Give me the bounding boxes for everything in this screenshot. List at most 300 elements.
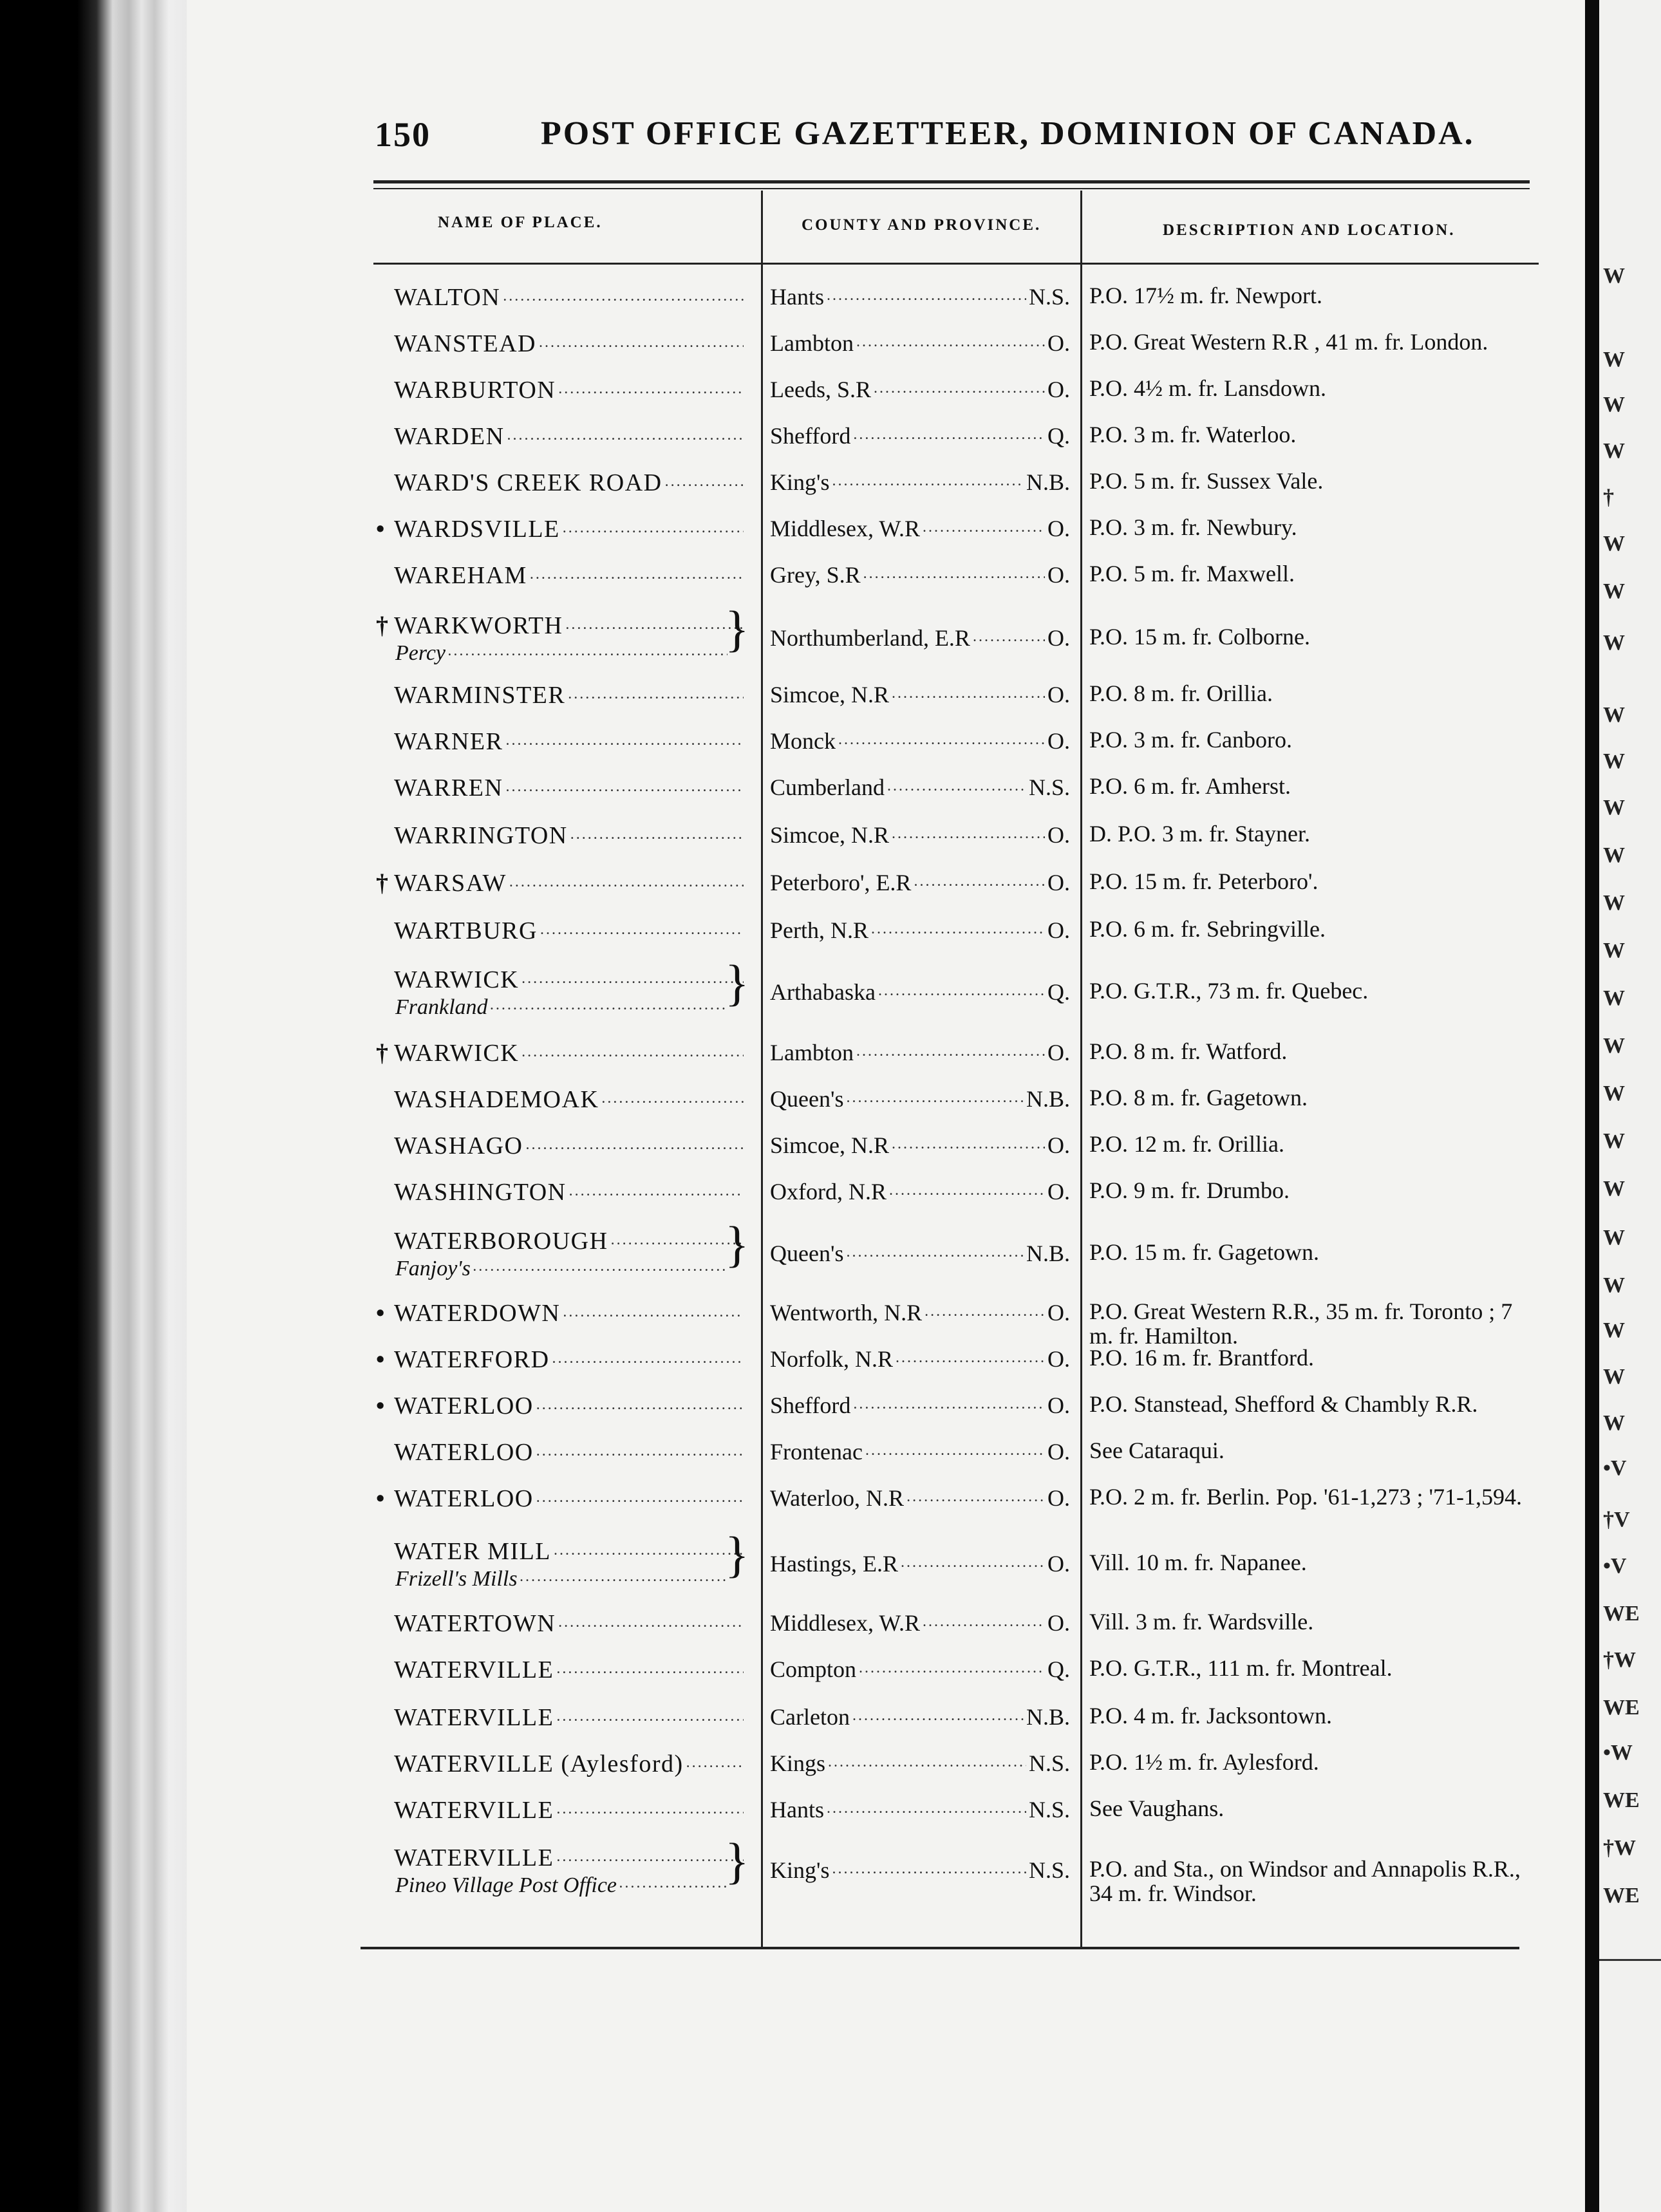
adjacent-page-fragment: †W xyxy=(1603,1648,1636,1672)
place-name-cell xyxy=(376,1132,746,1160)
description-cell: P.O. 4½ m. fr. Lansdown. xyxy=(1089,375,1326,401)
place-name-cell xyxy=(376,1844,746,1872)
leader-dots xyxy=(565,612,744,633)
place-subname: Frizell's Mills xyxy=(395,1566,518,1591)
place-name-cell xyxy=(376,1750,746,1778)
province: N.B. xyxy=(1026,469,1070,495)
leader-dots xyxy=(906,1485,1045,1506)
leader-dots xyxy=(828,1750,1026,1771)
description-cell: P.O. 6 m. fr. Sebringville. xyxy=(1089,916,1326,942)
leader-dots xyxy=(827,284,1026,305)
leader-dots xyxy=(570,821,744,843)
place-name-cell xyxy=(376,1178,746,1206)
place-name-label xyxy=(376,422,505,451)
adjacent-page-fragment: † xyxy=(1603,485,1614,509)
place-subname: Frankland xyxy=(395,995,488,1019)
page-number: 150 xyxy=(375,115,431,154)
place-name-cell xyxy=(376,1537,746,1566)
leader-dots xyxy=(887,774,1026,795)
place-subname: Percy xyxy=(395,641,446,665)
leader-dots xyxy=(973,625,1045,646)
leader-dots xyxy=(556,1656,744,1678)
county-cell xyxy=(770,1085,1070,1112)
leader-dots xyxy=(503,283,744,305)
place-name-cell xyxy=(376,330,746,358)
place-name-cell xyxy=(376,681,746,709)
place-name: WARRINGTON xyxy=(394,822,568,850)
leader-dots xyxy=(540,917,744,939)
leader-dots xyxy=(827,1797,1026,1817)
table-bottom-rule xyxy=(361,1947,1519,1949)
adjacent-page-fragment: W xyxy=(1603,939,1625,962)
description-cell: P.O. 3 m. fr. Canboro. xyxy=(1089,727,1292,753)
leader-dots xyxy=(611,1227,744,1249)
leader-dots xyxy=(521,1039,744,1061)
county-name: Compton xyxy=(770,1656,857,1682)
place-name-label xyxy=(376,1485,534,1513)
description-cell: P.O. 3 m. fr. Waterloo. xyxy=(1089,422,1297,447)
description-cell: P.O. 15 m. fr. Colborne. xyxy=(1089,624,1311,650)
leader-dots xyxy=(838,728,1045,749)
county-cell xyxy=(770,515,1070,542)
place-name-label xyxy=(376,1085,599,1114)
adjacent-page-fragment: WE xyxy=(1603,1602,1640,1626)
leader-dots xyxy=(874,377,1045,397)
adjacent-page-fragment: •V xyxy=(1603,1456,1627,1480)
leader-dots xyxy=(878,979,1045,1000)
adjacent-page-fragment: W xyxy=(1603,439,1625,463)
county-cell xyxy=(770,1796,1070,1823)
leader-dots xyxy=(536,1485,744,1506)
county-cell xyxy=(770,727,1070,755)
place-name-cell xyxy=(376,283,746,312)
leader-dots xyxy=(914,870,1045,890)
place-name-label xyxy=(376,917,538,945)
page-title: POST OFFICE GAZETTEER, DOMINION OF CANADA. xyxy=(541,115,1475,152)
adjacent-page-fragment: W xyxy=(1603,1177,1625,1201)
county-cell xyxy=(770,1750,1070,1777)
description-cell: P.O. 8 m. fr. Gagetown. xyxy=(1089,1085,1308,1111)
province: O. xyxy=(1047,1392,1070,1418)
place-name: WATERDOWN xyxy=(394,1300,561,1327)
place-name-label xyxy=(376,727,503,756)
county-name: Simcoe, N.R xyxy=(770,1132,889,1158)
place-name-cell xyxy=(376,1345,746,1374)
leader-dots xyxy=(619,1872,727,1892)
place-subname-cell xyxy=(395,1872,730,1898)
column-divider-2 xyxy=(1080,191,1082,1948)
county-cell xyxy=(770,469,1070,496)
place-subname-cell xyxy=(395,1255,730,1281)
description-cell: P.O. G.T.R., 73 m. fr. Quebec. xyxy=(1089,978,1369,1004)
leader-dots xyxy=(556,1844,744,1866)
county-name: Oxford, N.R xyxy=(770,1179,887,1204)
county-name: Shefford xyxy=(770,423,851,449)
adjacent-page-fragment: W xyxy=(1603,891,1625,915)
place-name: WALTON xyxy=(394,284,501,312)
leader-dots xyxy=(556,1796,744,1818)
leader-dots xyxy=(526,1132,744,1154)
county-cell xyxy=(770,1178,1070,1205)
place-name-label xyxy=(376,966,519,994)
adjacent-page-fragment: •V xyxy=(1603,1554,1627,1578)
county-name: Queen's xyxy=(770,1086,844,1112)
leader-dots xyxy=(536,1438,744,1460)
place-name-cell xyxy=(376,1392,746,1420)
leader-dots xyxy=(563,1299,744,1321)
adjacent-page-fragment: W xyxy=(1603,749,1625,773)
county-name: Shefford xyxy=(770,1392,851,1418)
description-cell: P.O. 1½ m. fr. Aylesford. xyxy=(1089,1749,1319,1775)
leader-dots xyxy=(665,469,744,491)
place-name-cell xyxy=(376,612,746,640)
column-header-place: NAME OF PLACE. xyxy=(438,214,603,231)
description-cell: P.O. 5 m. fr. Sussex Vale. xyxy=(1089,468,1324,494)
place-name-label xyxy=(376,1703,554,1732)
place-name-cell xyxy=(376,469,746,497)
place-name-label xyxy=(376,1656,554,1684)
description-cell: P.O. 4 m. fr. Jacksontown. xyxy=(1089,1703,1332,1729)
place-name: WARKWORTH xyxy=(394,612,563,640)
place-name-cell xyxy=(376,774,746,802)
place-name: WARWICK xyxy=(394,966,520,994)
province: O. xyxy=(1047,1610,1070,1636)
adjacent-page-fragment: W xyxy=(1603,796,1625,820)
adjacent-page-fragment: W xyxy=(1603,986,1625,1010)
entry-symbol: • xyxy=(376,516,386,543)
place-name: WAREHAM xyxy=(394,562,527,590)
leader-dots xyxy=(568,681,744,703)
place-name-label xyxy=(376,681,565,709)
column-divider-1 xyxy=(761,191,763,1948)
county-cell xyxy=(770,821,1070,848)
leader-dots xyxy=(563,515,744,537)
place-name: WATERLOO xyxy=(394,1439,534,1467)
place-name-label xyxy=(376,1537,551,1566)
province: O. xyxy=(1047,377,1070,402)
county-cell xyxy=(770,561,1070,588)
description-cell: P.O. 9 m. fr. Drumbo. xyxy=(1089,1177,1290,1203)
province: N.B. xyxy=(1026,1704,1070,1730)
county-name: Leeds, S.R xyxy=(770,377,871,402)
leader-dots xyxy=(924,1300,1045,1320)
place-name: WARWICK xyxy=(394,1040,520,1067)
leader-dots xyxy=(892,682,1045,702)
county-name: Queen's xyxy=(770,1241,844,1266)
leader-dots xyxy=(846,1086,1024,1107)
adjacent-page-fragment: W xyxy=(1603,1034,1625,1058)
county-name: Perth, N.R xyxy=(770,917,868,943)
place-name-label xyxy=(376,1392,534,1420)
county-name: Middlesex, W.R xyxy=(770,1610,921,1636)
place-name-cell xyxy=(376,1656,746,1684)
adjacent-page-fragment: •W xyxy=(1603,1741,1633,1765)
place-subname-cell xyxy=(395,994,730,1020)
adjacent-page-fragment: W xyxy=(1603,348,1625,371)
leader-dots xyxy=(865,1439,1045,1459)
book-spine-edge xyxy=(0,0,187,2212)
place-name-label xyxy=(376,1178,567,1206)
place-name-label xyxy=(376,1796,554,1824)
description-cell: P.O. 17½ m. fr. Newport. xyxy=(1089,283,1322,308)
province: O. xyxy=(1047,682,1070,708)
place-name-cell xyxy=(376,1085,746,1114)
place-name: WARDSVILLE xyxy=(394,516,560,543)
leader-dots xyxy=(901,1551,1045,1571)
place-name-label xyxy=(376,561,527,590)
province: O. xyxy=(1047,1179,1070,1204)
place-name: WANSTEAD xyxy=(394,330,536,358)
leader-dots xyxy=(859,1656,1045,1677)
county-name: Middlesex, W.R xyxy=(770,516,921,541)
place-name: WATERVILLE xyxy=(394,1656,554,1684)
county-name: Waterloo, N.R xyxy=(770,1485,905,1511)
header-rule-top xyxy=(373,180,1530,183)
adjacent-page-fragment: W xyxy=(1603,1226,1625,1250)
place-name-label xyxy=(376,1844,554,1872)
leader-dots xyxy=(448,640,727,660)
place-name: WARNER xyxy=(394,728,503,756)
place-name-cell xyxy=(376,561,746,590)
adjacent-page-fragment: WE xyxy=(1603,1788,1640,1812)
leader-dots xyxy=(923,516,1045,536)
county-cell xyxy=(770,917,1070,944)
description-cell: P.O. 5 m. fr. Maxwell. xyxy=(1089,561,1295,586)
leader-dots xyxy=(569,1178,744,1200)
county-name: King's xyxy=(770,1857,830,1883)
leader-dots xyxy=(558,1609,744,1631)
adjacent-page-fragment: W xyxy=(1603,631,1625,655)
entry-symbol: † xyxy=(376,870,389,897)
county-name: Hants xyxy=(770,284,824,310)
leader-dots xyxy=(505,727,744,749)
province: O. xyxy=(1047,822,1070,848)
description-cell: See Vaughans. xyxy=(1089,1795,1225,1821)
description-cell: P.O. 8 m. fr. Watford. xyxy=(1089,1038,1288,1064)
leader-dots xyxy=(507,422,744,444)
province: O. xyxy=(1047,330,1070,356)
county-name: Norfolk, N.R xyxy=(770,1346,893,1372)
place-name: WATERTOWN xyxy=(394,1610,556,1638)
province: Q. xyxy=(1047,1656,1070,1682)
leader-dots xyxy=(853,1392,1045,1413)
leader-dots xyxy=(521,966,744,988)
county-cell xyxy=(770,624,1070,651)
place-name-label xyxy=(376,1609,556,1638)
adjacent-page-fragment: W xyxy=(1603,1318,1625,1342)
description-cell: P.O. 8 m. fr. Orillia. xyxy=(1089,680,1273,706)
place-name-cell xyxy=(376,515,746,543)
running-head xyxy=(187,115,1585,160)
province: N.S. xyxy=(1028,284,1070,310)
county-cell xyxy=(770,1438,1070,1465)
adjacent-page-fragment: W xyxy=(1603,843,1625,867)
column-header-description: DESCRIPTION AND LOCATION. xyxy=(1163,221,1456,239)
adjacent-page-strip xyxy=(1599,0,1661,2212)
description-cell: P.O. Great Western R.R , 41 m. fr. London. xyxy=(1089,329,1488,355)
leader-dots xyxy=(520,1566,727,1586)
province: Q. xyxy=(1047,423,1070,449)
place-name-cell xyxy=(376,966,746,994)
place-name-cell xyxy=(376,422,746,451)
description-cell: Vill. 10 m. fr. Napanee. xyxy=(1089,1550,1307,1575)
adjacent-page-fragment: W xyxy=(1603,532,1625,556)
county-cell xyxy=(770,1656,1070,1683)
county-cell xyxy=(770,376,1070,403)
place-subname-cell xyxy=(395,1566,730,1591)
county-cell xyxy=(770,681,1070,708)
adjacent-page-rule xyxy=(1599,1959,1661,1961)
county-name: Wentworth, N.R xyxy=(770,1300,923,1326)
county-cell xyxy=(770,1609,1070,1636)
province: O. xyxy=(1047,728,1070,754)
place-name-cell xyxy=(376,376,746,404)
place-name-label xyxy=(376,515,560,543)
place-name: WATER MILL xyxy=(394,1538,552,1566)
province: O. xyxy=(1047,870,1070,895)
place-name-cell xyxy=(376,1227,746,1255)
province: N.S. xyxy=(1028,1750,1070,1776)
brace-glyph: } xyxy=(725,1833,749,1889)
adjacent-page-fragment: W xyxy=(1603,1129,1625,1153)
county-name: Lambton xyxy=(770,1040,854,1065)
adjacent-page-fragment: †V xyxy=(1603,1508,1630,1532)
leader-dots xyxy=(505,774,744,796)
county-name: Hants xyxy=(770,1797,824,1823)
leader-dots xyxy=(552,1345,744,1367)
leader-dots xyxy=(846,1241,1024,1261)
entry-symbol: • xyxy=(376,1392,386,1420)
place-subname-cell xyxy=(395,640,730,666)
place-name-cell xyxy=(376,869,746,897)
description-cell: P.O. 15 m. fr. Peterboro'. xyxy=(1089,868,1318,894)
place-name-label xyxy=(376,774,503,802)
place-name: WARMINSTER xyxy=(394,682,566,709)
province: N.B. xyxy=(1026,1086,1070,1112)
county-cell xyxy=(770,422,1070,449)
county-name: Lambton xyxy=(770,330,854,356)
entry-symbol: † xyxy=(376,612,389,640)
leader-dots xyxy=(509,869,744,891)
place-name: WATERVILLE (Aylesford) xyxy=(394,1750,684,1778)
place-name-label xyxy=(376,612,563,640)
description-cell: Vill. 3 m. fr. Wardsville. xyxy=(1089,1609,1314,1635)
place-subname: Pineo Village Post Office xyxy=(395,1873,617,1897)
province: O. xyxy=(1047,1300,1070,1326)
place-name: WASHINGTON xyxy=(394,1179,567,1206)
county-name: Kings xyxy=(770,1750,826,1776)
place-name-cell xyxy=(376,1299,746,1327)
place-name-cell xyxy=(376,727,746,756)
description-cell: P.O. 16 m. fr. Brantford. xyxy=(1089,1345,1314,1371)
leader-dots xyxy=(554,1537,744,1559)
place-name: WATERVILLE xyxy=(394,1797,554,1824)
leader-dots xyxy=(923,1610,1045,1631)
province: N.S. xyxy=(1028,1857,1070,1883)
county-name: Northumberland, E.R xyxy=(770,625,970,651)
description-cell: P.O. 15 m. fr. Gagetown. xyxy=(1089,1239,1319,1265)
county-cell xyxy=(770,979,1070,1006)
place-name-cell xyxy=(376,821,746,850)
leader-dots xyxy=(892,1132,1045,1153)
county-cell xyxy=(770,330,1070,357)
entry-symbol: † xyxy=(376,1040,389,1067)
county-cell xyxy=(770,1345,1070,1373)
province: O. xyxy=(1047,625,1070,651)
place-name: WATERVILLE xyxy=(394,1704,554,1732)
leader-dots xyxy=(686,1750,744,1772)
place-name-label xyxy=(376,821,568,850)
place-name: WATERLOO xyxy=(394,1392,534,1420)
header-rule-thin xyxy=(373,188,1530,189)
adjacent-page-fragment: †W xyxy=(1603,1836,1636,1860)
adjacent-page-fragment: W xyxy=(1603,393,1625,417)
description-cell: P.O. and Sta., on Windsor and Annapolis R.R., 34 m. fr. Windsor. xyxy=(1089,1856,1521,1906)
county-name: Simcoe, N.R xyxy=(770,822,889,848)
place-name-cell xyxy=(376,1485,746,1513)
leader-dots xyxy=(530,561,744,583)
entry-symbol: • xyxy=(376,1346,386,1374)
place-name-label xyxy=(376,376,556,404)
place-name: WARSAW xyxy=(394,870,507,897)
county-name: Grey, S.R xyxy=(770,562,861,588)
province: N.S. xyxy=(1028,774,1070,800)
county-name: Monck xyxy=(770,728,836,754)
province: O. xyxy=(1047,917,1070,943)
county-name: Carleton xyxy=(770,1704,850,1730)
place-name-label xyxy=(376,330,536,358)
place-name-label xyxy=(376,1345,550,1374)
county-name: Hastings, E.R xyxy=(770,1551,899,1577)
province: N.S. xyxy=(1028,1797,1070,1823)
adjacent-page-fragment: W xyxy=(1603,1273,1625,1297)
province: O. xyxy=(1047,1040,1070,1065)
adjacent-page-fragment: W xyxy=(1603,264,1625,288)
place-subname: Fanjoy's xyxy=(395,1256,471,1280)
place-name-label xyxy=(376,1227,608,1255)
leader-dots xyxy=(832,1857,1026,1878)
entry-symbol: • xyxy=(376,1300,386,1327)
place-name-label xyxy=(376,1299,560,1327)
adjacent-page-fragment: W xyxy=(1603,703,1625,727)
place-name-cell xyxy=(376,917,746,945)
place-name-label xyxy=(376,869,507,897)
brace-glyph: } xyxy=(725,1216,749,1272)
description-cell: See Cataraqui. xyxy=(1089,1438,1225,1463)
county-name: Peterboro', E.R xyxy=(770,870,912,895)
column-header-county: COUNTY AND PROVINCE. xyxy=(802,216,1042,234)
place-name: WARREN xyxy=(394,774,503,802)
province: O. xyxy=(1047,516,1070,541)
place-name: WATERLOO xyxy=(394,1485,534,1513)
county-name: Arthabaska xyxy=(770,979,876,1005)
province: O. xyxy=(1047,1439,1070,1465)
province: O. xyxy=(1047,1551,1070,1577)
column-header-rule xyxy=(373,263,1539,265)
leader-dots xyxy=(853,423,1045,444)
county-cell xyxy=(770,1240,1070,1267)
leader-dots xyxy=(892,822,1045,843)
place-name-label xyxy=(376,1132,523,1160)
place-name-label xyxy=(376,1750,684,1778)
place-name: WASHAGO xyxy=(394,1132,523,1160)
leader-dots xyxy=(832,469,1024,490)
leader-dots xyxy=(889,1179,1045,1199)
brace-glyph: } xyxy=(725,1526,749,1582)
county-cell xyxy=(770,283,1070,310)
place-name: WATERVILLE xyxy=(394,1844,554,1872)
place-name-label xyxy=(376,283,500,312)
